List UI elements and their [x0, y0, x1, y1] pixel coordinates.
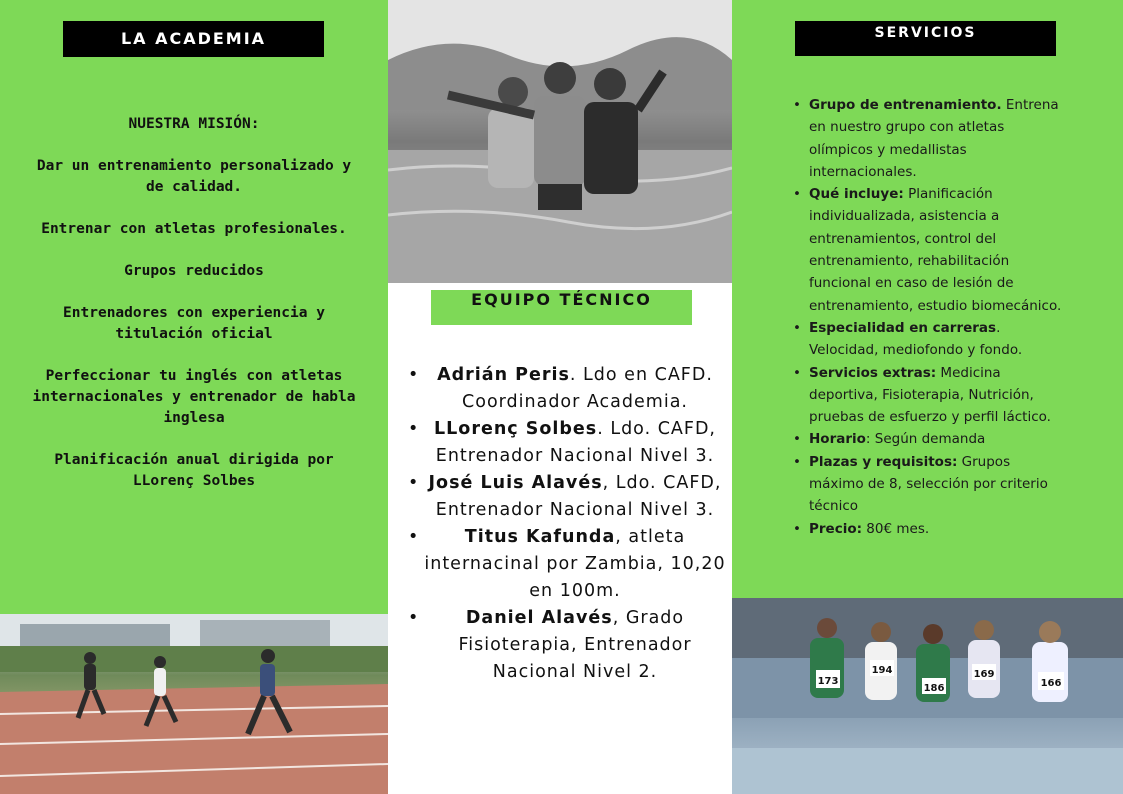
mission-heading: NUESTRA MISIÓN:	[128, 116, 260, 132]
mission-item: Entrenadores con experiencia y titulación oficial	[63, 305, 325, 342]
team-member-desc: . Ldo. CAFD, Entrenador Nacional Nivel 3.	[435, 419, 716, 466]
academia-panel	[0, 0, 388, 794]
service-text: Entrena en nuestro grupo con atletas olímpicos y medallistas internacionales.	[809, 97, 1059, 180]
team-member-desc: . Ldo en CAFD. Coordinador Academia.	[462, 365, 713, 412]
servicios-panel	[732, 0, 1123, 794]
track-sprint-illustration	[0, 614, 388, 794]
bib-number: 173	[817, 676, 839, 687]
service-item	[790, 451, 1062, 518]
services-list	[790, 94, 1062, 540]
mission-item: Grupos reducidos	[124, 263, 264, 279]
service-label: Horario	[809, 431, 866, 448]
equipo-title: EQUIPO TÉCNICO	[431, 290, 692, 325]
service-text: . Velocidad, mediofondo y fondo.	[809, 319, 1023, 359]
team-member	[408, 524, 726, 605]
track-sprint-photo	[0, 614, 388, 794]
indoor-race-photo	[732, 598, 1123, 794]
service-text: Medicina deportiva, Fisioterapia, Nutrición, pruebas de esfuerzo y perfil láctico.	[809, 364, 1051, 426]
team-member-name: Daniel Alavés	[465, 608, 613, 628]
bib-number: 194	[871, 665, 893, 676]
bib-number: 166	[1040, 678, 1062, 689]
service-label: Plazas y requisitos:	[809, 453, 958, 470]
team-member-name: LLorenç Solbes	[434, 419, 598, 439]
team-member-desc: , atleta internacinal por Zambia, 10,20 en 100m.	[424, 527, 726, 601]
service-item	[790, 183, 1062, 317]
team-member	[408, 416, 726, 470]
service-item	[790, 317, 1062, 362]
bib-number: 169	[973, 669, 995, 680]
mission-block	[30, 114, 358, 513]
service-item	[790, 428, 1062, 450]
indoor-race-illustration	[732, 598, 1123, 794]
servicios-title: SERVICIOS	[795, 21, 1056, 56]
team-member-name: José Luis Alavés	[428, 473, 603, 493]
service-label: Qué incluye:	[809, 186, 904, 203]
bib-number: 186	[923, 683, 945, 694]
service-item	[790, 362, 1062, 429]
service-text: 80€ mes.	[862, 520, 930, 537]
team-river-illustration	[388, 0, 732, 283]
service-item	[790, 518, 1062, 540]
service-label: Especialidad en carreras	[809, 319, 997, 336]
service-text: Planificación individualizada, asistencia a entrenamientos, control del entrenamiento, rehabilitación funcional en caso de lesión de entrenamiento, estudio biomecánico.	[809, 186, 1062, 314]
mission-item: Perfeccionar tu inglés con atletas internacionales y entrenador de habla inglesa	[32, 368, 356, 426]
service-label: Precio:	[809, 520, 863, 537]
mission-item: Planificación anual dirigida por LLorenç Solbes	[54, 452, 334, 489]
service-text: : Según demanda	[865, 431, 986, 448]
equipo-panel	[388, 0, 732, 794]
mission-item: Dar un entrenamiento personalizado y de calidad.	[36, 158, 352, 195]
team-member-desc: , Grado Fisioterapia, Entrenador Nacional Nivel 2.	[458, 608, 692, 682]
team-member	[408, 362, 726, 416]
service-item	[790, 94, 1062, 183]
service-text: Grupos máximo de 8, selección por criterio técnico	[809, 453, 1048, 515]
service-label: Grupo de entrenamiento.	[809, 97, 1002, 113]
team-member-name: Titus Kafunda	[464, 527, 616, 547]
team-member-desc: , Ldo. CAFD, Entrenador Nacional Nivel 3.	[435, 473, 722, 520]
team-river-photo	[388, 0, 732, 283]
team-member	[408, 470, 726, 524]
academia-title: LA ACADEMIA	[63, 21, 324, 57]
team-member	[408, 605, 726, 686]
service-label: Servicios extras:	[809, 364, 937, 381]
team-list	[408, 362, 726, 686]
team-member-name: Adrián Peris	[437, 365, 570, 385]
mission-item: Entrenar con atletas profesionales.	[41, 221, 347, 237]
